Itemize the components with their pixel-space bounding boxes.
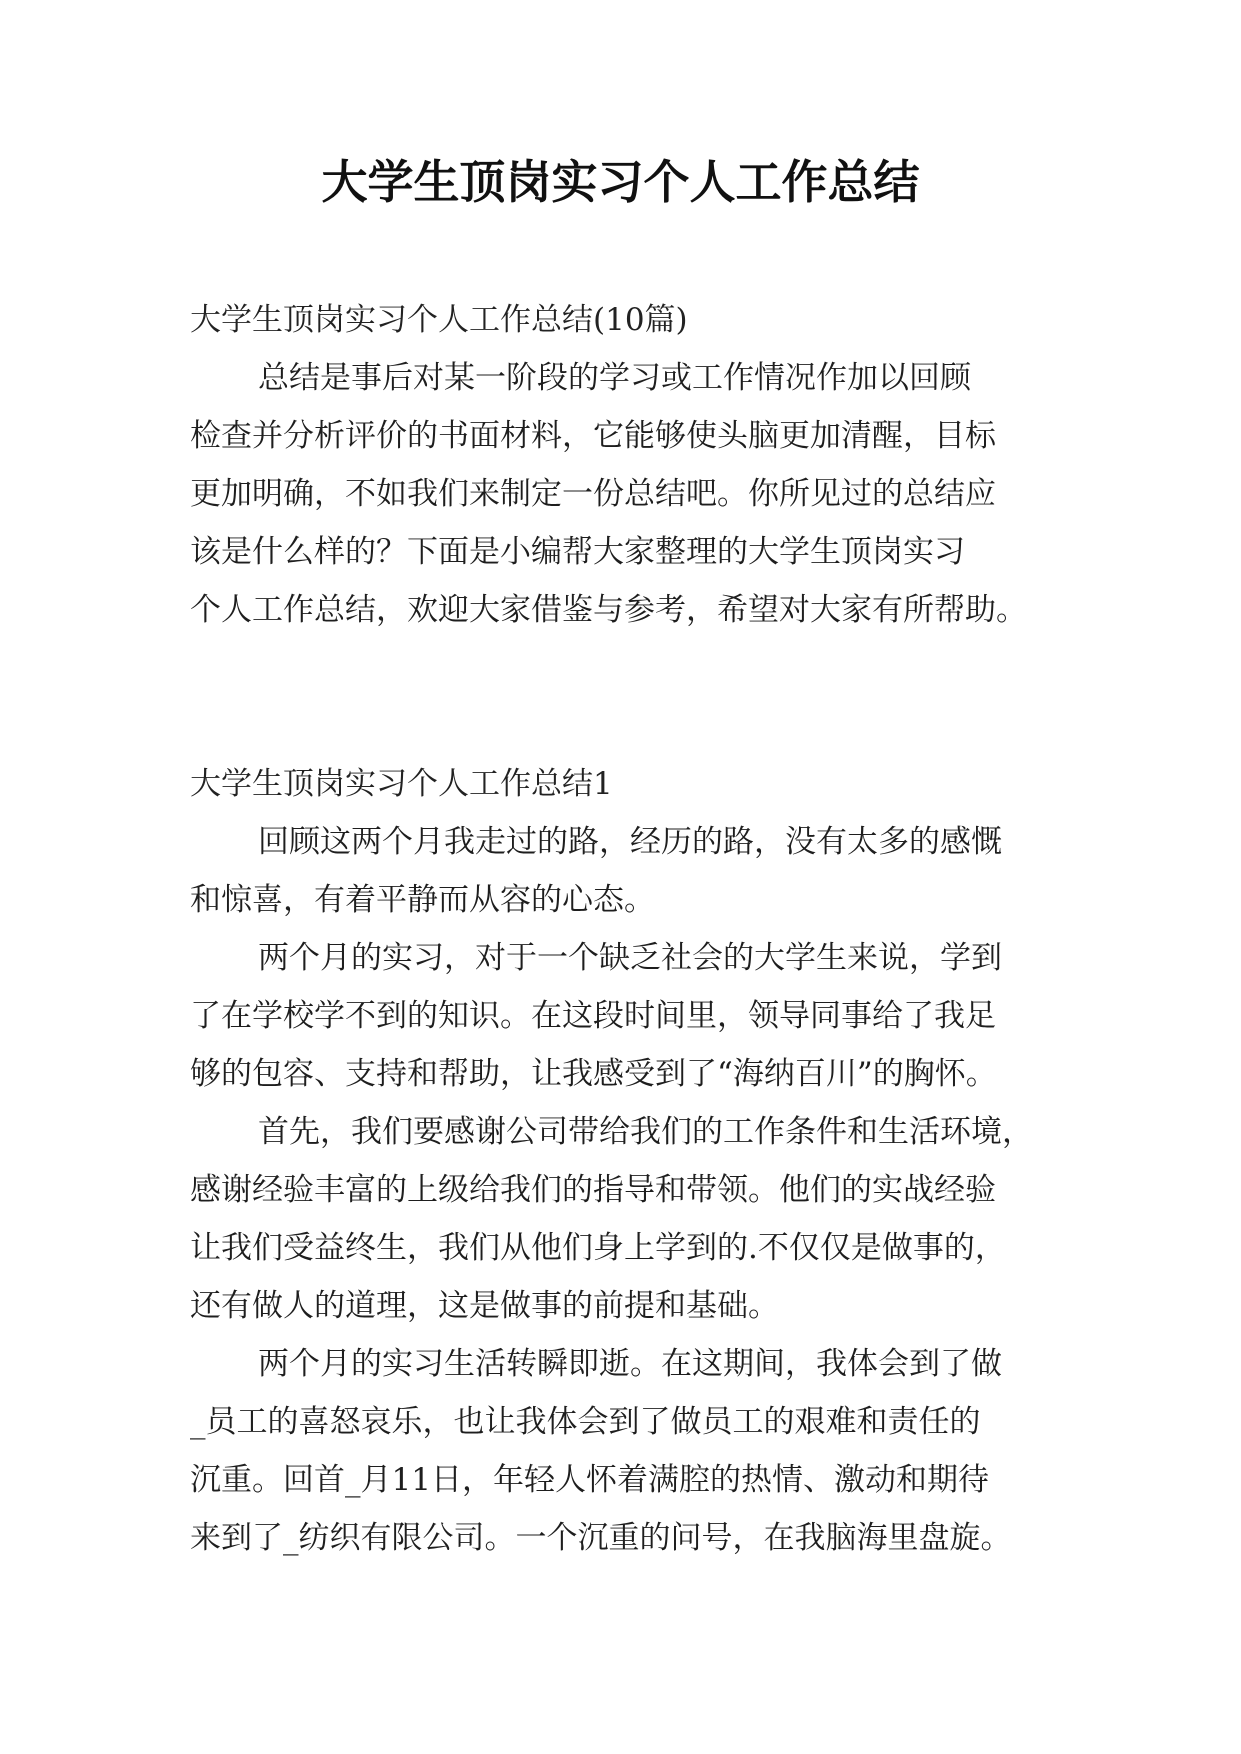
intro-line: 总结是事后对某一阶段的学习或工作情况作加以回顾	[258, 360, 971, 396]
document-title: 大学生顶岗实习个人工作总结	[321, 155, 920, 209]
paragraph-line: 沉重。回首_月11日，年轻人怀着满腔的热情、激动和期待	[190, 1462, 989, 1498]
intro-line: 检查并分析评价的书面材料，它能够使头脑更加清醒，目标	[190, 418, 996, 454]
paragraph-line: 感谢经验丰富的上级给我们的指导和带领。他们的实战经验	[190, 1172, 996, 1208]
paragraph-line: 够的包容、支持和帮助，让我感受到了“海纳百川”的胸怀。	[190, 1056, 997, 1092]
intro-line: 该是什么样的？下面是小编帮大家整理的大学生顶岗实习	[190, 534, 965, 570]
paragraph-line: 和惊喜，有着平静而从容的心态。	[190, 882, 655, 918]
intro-line: 更加明确，不如我们来制定一份总结吧。你所见过的总结应	[190, 476, 996, 512]
paragraph-line: 两个月的实习，对于一个缺乏社会的大学生来说，学到	[258, 940, 1002, 976]
paragraph-line: 两个月的实习生活转瞬即逝。在这期间，我体会到了做	[258, 1346, 1002, 1382]
collection-heading: 大学生顶岗实习个人工作总结(10篇)	[190, 302, 688, 338]
paragraph-line: _员工的喜怒哀乐，也让我体会到了做员工的艰难和责任的	[190, 1404, 981, 1440]
paragraph-line: 回顾这两个月我走过的路，经历的路，没有太多的感慨	[258, 824, 1002, 860]
intro-line: 个人工作总结，欢迎大家借鉴与参考，希望对大家有所帮助。	[190, 592, 1027, 628]
paragraph-line: 还有做人的道理，这是做事的前提和基础。	[190, 1288, 779, 1324]
section-heading: 大学生顶岗实习个人工作总结1	[190, 766, 613, 802]
paragraph-line: 来到了_纺织有限公司。一个沉重的问号，在我脑海里盘旋。	[190, 1520, 1012, 1556]
paragraph-line: 首先，我们要感谢公司带给我们的工作条件和生活环境，	[258, 1114, 1033, 1150]
paragraph-line: 了在学校学不到的知识。在这段时间里，领导同事给了我足	[190, 998, 996, 1034]
paragraph-line: 让我们受益终生，我们从他们身上学到的.不仅仅是做事的，	[190, 1230, 1006, 1266]
